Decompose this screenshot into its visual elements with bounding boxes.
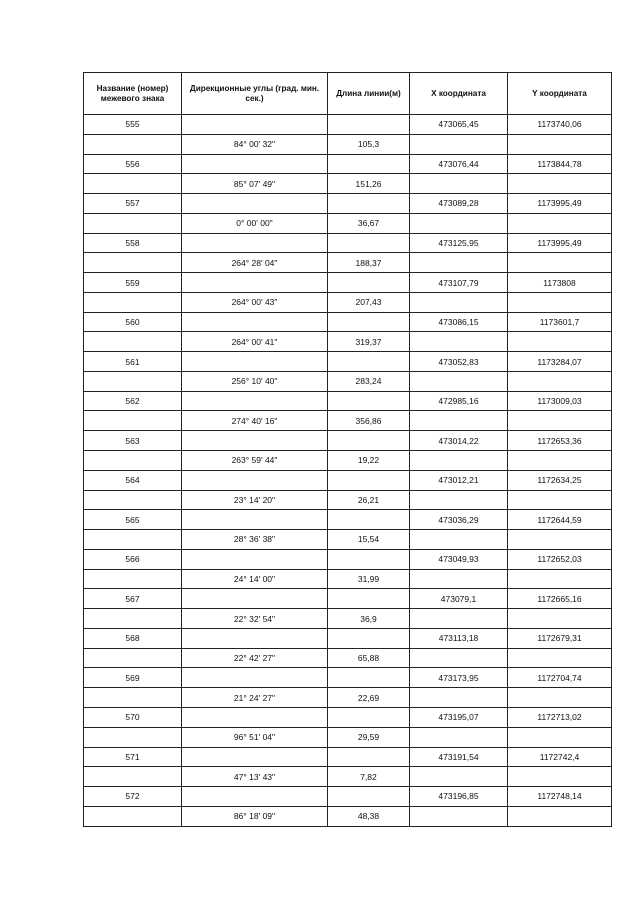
line-length-cell: 151,26	[328, 174, 410, 194]
point-name-cell: 563	[84, 431, 182, 451]
empty-cell	[328, 787, 410, 807]
direction-angle-cell: 28° 36' 38"	[182, 530, 328, 550]
empty-cell	[508, 530, 612, 550]
empty-cell	[508, 213, 612, 233]
empty-cell	[508, 332, 612, 352]
direction-angle-cell: 22° 32' 54"	[182, 609, 328, 629]
empty-cell	[328, 312, 410, 332]
empty-cell	[84, 332, 182, 352]
empty-cell	[508, 411, 612, 431]
empty-cell	[328, 431, 410, 451]
empty-cell	[84, 490, 182, 510]
empty-cell	[328, 668, 410, 688]
empty-cell	[84, 213, 182, 233]
x-coordinate-cell: 473076,44	[410, 154, 508, 174]
point-name-cell: 555	[84, 115, 182, 135]
table-header-row	[84, 73, 612, 115]
direction-angle-cell: 0° 00' 00"	[182, 213, 328, 233]
y-coordinate-cell: 1173601,7	[508, 312, 612, 332]
empty-cell	[410, 253, 508, 273]
x-coordinate-cell: 473052,83	[410, 352, 508, 372]
point-row	[84, 747, 612, 767]
empty-cell	[84, 174, 182, 194]
direction-angle-cell: 96° 51' 04"	[182, 727, 328, 747]
empty-cell	[410, 609, 508, 629]
empty-cell	[328, 549, 410, 569]
y-coordinate-cell: 1173844,78	[508, 154, 612, 174]
empty-cell	[182, 154, 328, 174]
segment-row	[84, 490, 612, 510]
empty-cell	[84, 767, 182, 787]
x-coordinate-cell: 473065,45	[410, 115, 508, 135]
empty-cell	[410, 648, 508, 668]
point-row	[84, 352, 612, 372]
empty-cell	[84, 451, 182, 471]
point-row	[84, 312, 612, 332]
point-row	[84, 628, 612, 648]
direction-angle-cell: 24° 14' 00"	[182, 569, 328, 589]
empty-cell	[182, 431, 328, 451]
direction-angle-cell: 84° 00' 32"	[182, 134, 328, 154]
empty-cell	[84, 411, 182, 431]
empty-cell	[182, 273, 328, 293]
empty-cell	[410, 451, 508, 471]
segment-row	[84, 648, 612, 668]
empty-cell	[508, 569, 612, 589]
empty-cell	[182, 589, 328, 609]
segment-row	[84, 806, 612, 826]
point-row	[84, 431, 612, 451]
direction-angle-cell: 85° 07' 49"	[182, 174, 328, 194]
line-length-cell: 36,67	[328, 213, 410, 233]
empty-cell	[182, 391, 328, 411]
x-coordinate-cell: 473089,28	[410, 194, 508, 214]
direction-angle-cell: 264° 00' 43"	[182, 292, 328, 312]
empty-cell	[182, 470, 328, 490]
direction-angle-cell: 274° 40' 16"	[182, 411, 328, 431]
point-name-cell: 572	[84, 787, 182, 807]
empty-cell	[328, 352, 410, 372]
empty-cell	[328, 194, 410, 214]
line-length-cell: 65,88	[328, 648, 410, 668]
y-coordinate-cell: 1173995,49	[508, 194, 612, 214]
empty-cell	[328, 115, 410, 135]
point-name-cell: 562	[84, 391, 182, 411]
empty-cell	[84, 530, 182, 550]
point-row	[84, 787, 612, 807]
point-row	[84, 391, 612, 411]
y-coordinate-cell: 1172634,25	[508, 470, 612, 490]
y-coordinate-cell: 1173740,06	[508, 115, 612, 135]
segment-row	[84, 332, 612, 352]
point-name-cell: 558	[84, 233, 182, 253]
empty-cell	[410, 727, 508, 747]
coordinates-table	[83, 72, 612, 827]
x-coordinate-cell: 473086,15	[410, 312, 508, 332]
empty-cell	[508, 292, 612, 312]
empty-cell	[410, 213, 508, 233]
point-name-cell: 560	[84, 312, 182, 332]
y-coordinate-cell: 1172653,36	[508, 431, 612, 451]
segment-row	[84, 371, 612, 391]
header-line-length: Длина линии(м)	[328, 73, 410, 115]
segment-row	[84, 451, 612, 471]
line-length-cell: 48,38	[328, 806, 410, 826]
empty-cell	[84, 648, 182, 668]
empty-cell	[84, 609, 182, 629]
empty-cell	[410, 688, 508, 708]
empty-cell	[508, 174, 612, 194]
empty-cell	[410, 806, 508, 826]
y-coordinate-cell: 1173009,03	[508, 391, 612, 411]
empty-cell	[328, 628, 410, 648]
point-name-cell: 565	[84, 510, 182, 530]
empty-cell	[328, 707, 410, 727]
y-coordinate-cell: 1172713,02	[508, 707, 612, 727]
y-coordinate-cell: 1173995,49	[508, 233, 612, 253]
empty-cell	[182, 312, 328, 332]
point-name-cell: 559	[84, 273, 182, 293]
empty-cell	[410, 411, 508, 431]
point-row	[84, 154, 612, 174]
direction-angle-cell: 23° 14' 20"	[182, 490, 328, 510]
empty-cell	[84, 371, 182, 391]
empty-cell	[328, 510, 410, 530]
empty-cell	[182, 510, 328, 530]
header-direction-angle: Дирекционные углы (град. мин. сек.)	[182, 73, 328, 115]
empty-cell	[410, 767, 508, 787]
point-name-cell: 571	[84, 747, 182, 767]
segment-row	[84, 213, 612, 233]
x-coordinate-cell: 473079,1	[410, 589, 508, 609]
x-coordinate-cell: 473195,07	[410, 707, 508, 727]
empty-cell	[508, 134, 612, 154]
segment-row	[84, 569, 612, 589]
line-length-cell: 319,37	[328, 332, 410, 352]
header-y-coordinate: Y координата	[508, 73, 612, 115]
empty-cell	[508, 727, 612, 747]
empty-cell	[508, 253, 612, 273]
empty-cell	[508, 688, 612, 708]
x-coordinate-cell: 473014,22	[410, 431, 508, 451]
y-coordinate-cell: 1172742,4	[508, 747, 612, 767]
point-row	[84, 115, 612, 135]
x-coordinate-cell: 473012,21	[410, 470, 508, 490]
empty-cell	[84, 253, 182, 273]
point-name-cell: 570	[84, 707, 182, 727]
table-body	[84, 115, 612, 827]
segment-row	[84, 767, 612, 787]
empty-cell	[410, 332, 508, 352]
empty-cell	[84, 292, 182, 312]
x-coordinate-cell: 473113,18	[410, 628, 508, 648]
empty-cell	[410, 569, 508, 589]
direction-angle-cell: 86° 18' 09"	[182, 806, 328, 826]
empty-cell	[508, 490, 612, 510]
empty-cell	[328, 273, 410, 293]
empty-cell	[508, 806, 612, 826]
x-coordinate-cell: 473196,85	[410, 787, 508, 807]
segment-row	[84, 174, 612, 194]
point-name-cell: 557	[84, 194, 182, 214]
empty-cell	[84, 569, 182, 589]
empty-cell	[410, 490, 508, 510]
line-length-cell: 15,54	[328, 530, 410, 550]
point-name-cell: 569	[84, 668, 182, 688]
empty-cell	[328, 470, 410, 490]
segment-row	[84, 253, 612, 273]
direction-angle-cell: 22° 42' 27"	[182, 648, 328, 668]
segment-row	[84, 688, 612, 708]
empty-cell	[328, 391, 410, 411]
direction-angle-cell: 256° 10' 40"	[182, 371, 328, 391]
x-coordinate-cell: 473036,29	[410, 510, 508, 530]
empty-cell	[84, 727, 182, 747]
line-length-cell: 356,86	[328, 411, 410, 431]
empty-cell	[182, 787, 328, 807]
point-row	[84, 549, 612, 569]
segment-row	[84, 292, 612, 312]
point-name-cell: 564	[84, 470, 182, 490]
segment-row	[84, 411, 612, 431]
y-coordinate-cell: 1173808	[508, 273, 612, 293]
line-length-cell: 207,43	[328, 292, 410, 312]
empty-cell	[410, 292, 508, 312]
empty-cell	[508, 609, 612, 629]
direction-angle-cell: 263° 59' 44"	[182, 451, 328, 471]
empty-cell	[328, 589, 410, 609]
x-coordinate-cell: 473173,95	[410, 668, 508, 688]
empty-cell	[182, 549, 328, 569]
segment-row	[84, 727, 612, 747]
line-length-cell: 188,37	[328, 253, 410, 273]
point-name-cell: 566	[84, 549, 182, 569]
empty-cell	[508, 648, 612, 668]
empty-cell	[182, 668, 328, 688]
point-row	[84, 668, 612, 688]
line-length-cell: 29,59	[328, 727, 410, 747]
point-row	[84, 273, 612, 293]
line-length-cell: 105,3	[328, 134, 410, 154]
point-name-cell: 556	[84, 154, 182, 174]
empty-cell	[508, 371, 612, 391]
line-length-cell: 26,21	[328, 490, 410, 510]
line-length-cell: 31,99	[328, 569, 410, 589]
empty-cell	[182, 352, 328, 372]
point-name-cell: 568	[84, 628, 182, 648]
empty-cell	[182, 115, 328, 135]
direction-angle-cell: 264° 28' 04"	[182, 253, 328, 273]
empty-cell	[328, 154, 410, 174]
empty-cell	[328, 747, 410, 767]
y-coordinate-cell: 1172644,59	[508, 510, 612, 530]
empty-cell	[84, 806, 182, 826]
x-coordinate-cell: 473191,54	[410, 747, 508, 767]
empty-cell	[84, 688, 182, 708]
line-length-cell: 36,9	[328, 609, 410, 629]
y-coordinate-cell: 1172665,16	[508, 589, 612, 609]
line-length-cell: 283,24	[328, 371, 410, 391]
y-coordinate-cell: 1172679,31	[508, 628, 612, 648]
point-row	[84, 707, 612, 727]
direction-angle-cell: 47° 13' 43"	[182, 767, 328, 787]
x-coordinate-cell: 473107,79	[410, 273, 508, 293]
x-coordinate-cell: 472985,16	[410, 391, 508, 411]
empty-cell	[508, 767, 612, 787]
empty-cell	[410, 134, 508, 154]
segment-row	[84, 530, 612, 550]
y-coordinate-cell: 1172748,14	[508, 787, 612, 807]
y-coordinate-cell: 1172652,03	[508, 549, 612, 569]
line-length-cell: 22,69	[328, 688, 410, 708]
empty-cell	[410, 530, 508, 550]
point-row	[84, 194, 612, 214]
y-coordinate-cell: 1172704,74	[508, 668, 612, 688]
point-row	[84, 470, 612, 490]
empty-cell	[182, 747, 328, 767]
direction-angle-cell: 264° 00' 41"	[182, 332, 328, 352]
point-row	[84, 233, 612, 253]
direction-angle-cell: 21° 24' 27"	[182, 688, 328, 708]
empty-cell	[84, 134, 182, 154]
x-coordinate-cell: 473049,93	[410, 549, 508, 569]
point-name-cell: 567	[84, 589, 182, 609]
empty-cell	[410, 371, 508, 391]
x-coordinate-cell: 473125,95	[410, 233, 508, 253]
line-length-cell: 19,22	[328, 451, 410, 471]
empty-cell	[182, 194, 328, 214]
empty-cell	[182, 707, 328, 727]
point-row	[84, 589, 612, 609]
header-x-coordinate: X координата	[410, 73, 508, 115]
empty-cell	[508, 451, 612, 471]
segment-row	[84, 134, 612, 154]
empty-cell	[410, 174, 508, 194]
segment-row	[84, 609, 612, 629]
empty-cell	[328, 233, 410, 253]
empty-cell	[182, 233, 328, 253]
y-coordinate-cell: 1173284,07	[508, 352, 612, 372]
header-point-name: Название (номер) межевого знака	[84, 73, 182, 115]
line-length-cell: 7,82	[328, 767, 410, 787]
empty-cell	[182, 628, 328, 648]
point-name-cell: 561	[84, 352, 182, 372]
point-row	[84, 510, 612, 530]
